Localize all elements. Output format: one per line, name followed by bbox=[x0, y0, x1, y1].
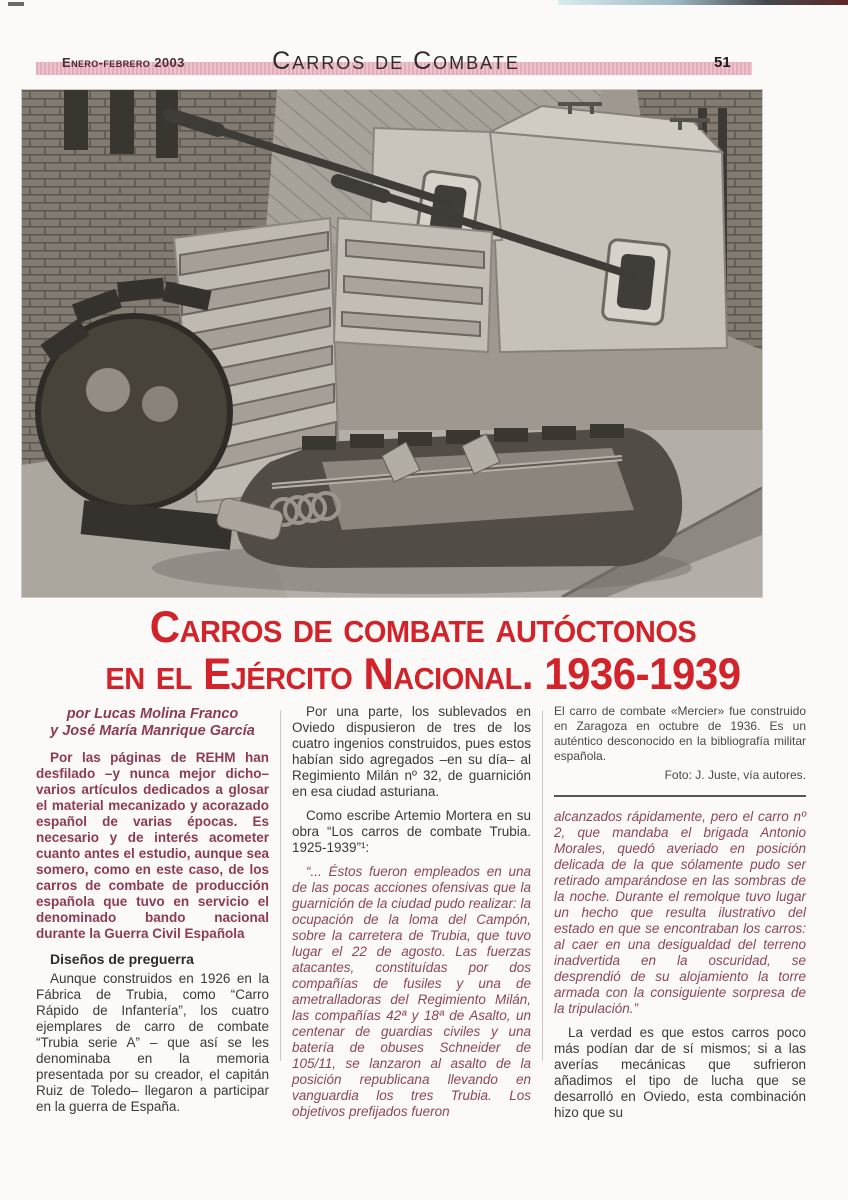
byline-line1: por Lucas Molina Franco bbox=[66, 706, 239, 722]
quote-paragraph: “... Éstos fueron empleados en una de las pocas acciones ofensivas que la guarnición de la ciudad pudo realizar: la ocupación de la loma del Campón, sobre la carretera de Trubia, que tuvo lugar el 22 de agosto. Las fuerzas atacantes, constituídas por dos compañías de fusiles y una de ametralladoras del Regimiento Milán, las compañías 42ª y 18ª de Asalto, un centenar de guardias civiles y una batería de obuses Schneider de 105/11, se lanzaron al asalto de la posición republicana llevando en vanguardia los tres Trubia. Los objetivos prefijados fueron bbox=[292, 864, 531, 1119]
caption-divider bbox=[554, 795, 806, 797]
photo-credit: Foto: J. Juste, vía autores. bbox=[664, 768, 806, 782]
column-right bbox=[554, 704, 806, 1121]
body-paragraph-oviedo: Por una parte, los sublevados en Oviedo dispusieron de tres de los cuatro ingenios construidos, pues estos habían sido agregados –en su día– al Regimiento Milán nº 32, de guarnición en esa ciudad asturiana. bbox=[292, 704, 531, 799]
section-subhead: Diseños de preguerra bbox=[50, 951, 194, 967]
page-header bbox=[36, 44, 806, 76]
article-photo bbox=[22, 90, 762, 597]
byline bbox=[36, 706, 269, 740]
column-left bbox=[36, 704, 269, 1121]
scan-artifact-left bbox=[8, 2, 24, 6]
article-columns bbox=[36, 704, 806, 1121]
article-title-line2: en el Ejército Nacional. 1936-1939 bbox=[105, 648, 741, 699]
body-paragraph-prewar: Aunque construidos en 1926 en la Fábrica de Trubia, como “Carro Rápido de Infantería”, los cuatro ejemplares de carro de combate “Trubia serie A” – que así se les denominaba en la memoria presentada por su creador, el capitán Ruiz de Toledo– llegaron a participar en la guerra de España. bbox=[36, 971, 269, 1114]
window-openings bbox=[64, 90, 178, 158]
scan-artifact-right bbox=[558, 0, 848, 5]
column-divider-left bbox=[280, 710, 281, 1061]
closing-paragraph: La verdad es que estos carros poco más podían dar de sí mismos; si a las averías mecánicas que sufrieron añadimos el tipo de lucha que se desarrolló en Oviedo, esta combinación hizo que su bbox=[554, 1025, 806, 1120]
article-title-line1: Carros de combate autóctonos bbox=[149, 601, 697, 652]
column-middle bbox=[292, 704, 531, 1121]
intro-paragraph: Por las páginas de REHM han desfilado –y nunca mejor dicho– varios artículos dedicados a glosar el material mecanizado y acorazado español de varias épocas. Es necesario y de interés acometer cuanto antes el estudio, aunque sea somero, como en este caso, de los carros de combate de producción española que tuvo en servicio el denominado bando nacional durante la Guerra Civil Española bbox=[36, 750, 269, 941]
section-title: Carros de Combate bbox=[272, 47, 520, 75]
article-title bbox=[30, 601, 816, 699]
photo-caption: El carro de combate «Mercier» fue construido en Zaragoza en octubre de 1936. Es un auténtico desconocido en la bibliografía militar española. bbox=[554, 704, 806, 763]
body-paragraph-mortera: Como escribe Artemio Mortera en su obra “Los carros de combate Trubia. 1925-1939”¹: bbox=[292, 808, 531, 855]
issue-date: Enero-febrero 2003 bbox=[62, 55, 185, 70]
column-divider-right bbox=[542, 710, 543, 1061]
side-louvres bbox=[342, 240, 484, 336]
tank-photo-illustration bbox=[22, 90, 762, 597]
page-number: 51 bbox=[714, 54, 731, 71]
byline-line2: y José María Manrique García bbox=[50, 723, 255, 739]
quote-continued-paragraph: alcanzados rápidamente, pero el carro nº 2, que mandaba el brigada Antonio Morales, quedó averiado en posición delicada de la que sólamente pudo ser retirado amparándose en las sombras de la noche. Durante el remolque tuvo lugar un hecho que resulta ilustrativo del estado en que se encontraban los carros: al caer en una desigualdad del terreno inadvertida en la oscuridad, se desprendió de su alojamiento la torre armada con la consiguiente sorpresa de la tripulación.” bbox=[554, 809, 806, 1016]
